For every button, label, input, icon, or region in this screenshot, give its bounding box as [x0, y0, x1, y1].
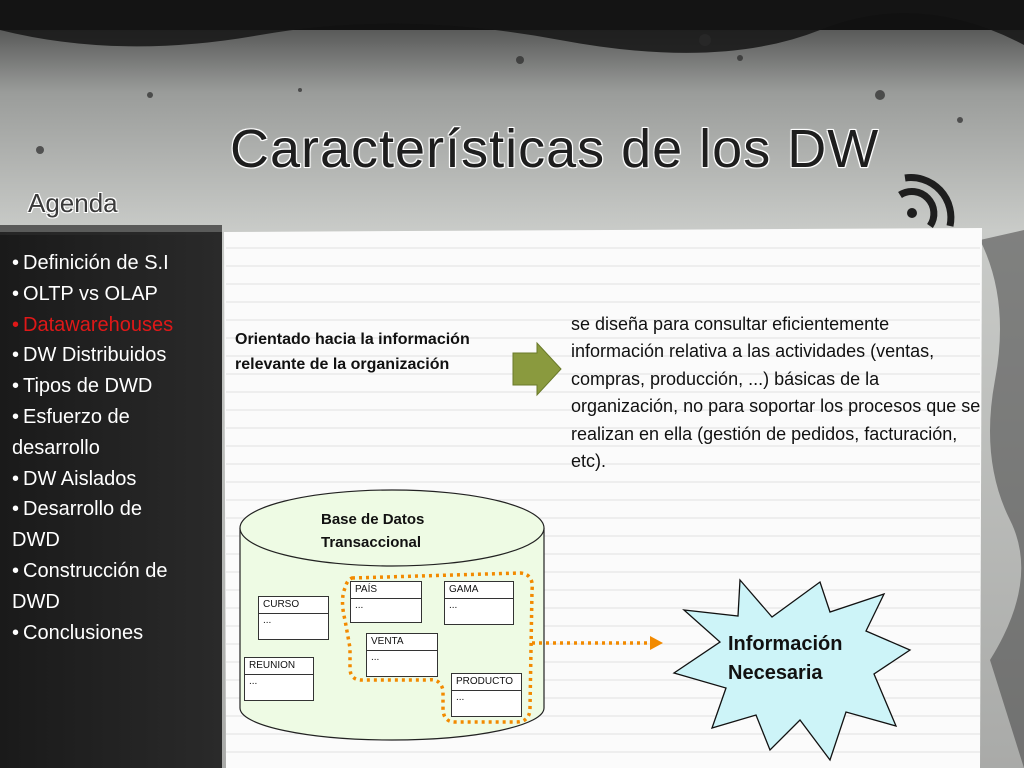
connector-arrowhead-icon	[650, 636, 663, 650]
agenda-item[interactable]: • DW Aislados	[12, 467, 137, 490]
agenda-item[interactable]: • Definición de S.I	[12, 252, 169, 274]
result-label: Información Necesaria	[728, 633, 843, 684]
table-box-producto	[451, 673, 522, 717]
agenda-item[interactable]: • Esfuerzo de desarrollo	[12, 405, 130, 459]
orientation-text: Orientado hacia la información relevante de la organización	[235, 331, 470, 373]
table-body: ...	[456, 692, 465, 703]
table-header: GAMA	[445, 582, 513, 599]
agenda-item-label: Definición de S.I	[23, 252, 169, 274]
agenda-item[interactable]: • Conclusiones	[12, 621, 144, 644]
table-header: PAÍS	[351, 582, 421, 599]
agenda-item[interactable]: • OLTP vs OLAP	[12, 282, 158, 305]
table-body: ...	[249, 676, 258, 687]
agenda-item[interactable]: • Desarrollo de DWD	[12, 498, 142, 552]
agenda-item[interactable]: • Construcción de DWD	[12, 559, 168, 613]
slide-title: Características de los DW	[230, 119, 880, 179]
agenda-item-label: Datawarehouses	[23, 313, 174, 336]
database-title: Base de Datos Transaccional	[321, 511, 425, 551]
table-box-venta	[366, 633, 438, 677]
table-box-pais	[350, 581, 422, 623]
agenda-item-label: Desarrollo de DWD	[12, 498, 142, 552]
agenda-item[interactable]: • Tipos de DWD	[12, 375, 153, 398]
table-body: ...	[263, 615, 272, 626]
agenda-item-label: Tipos de DWD	[23, 375, 153, 398]
agenda-item-label: Esfuerzo de desarrollo	[12, 405, 130, 459]
table-body: ...	[449, 600, 458, 611]
table-box-reunion	[244, 657, 314, 701]
agenda-item-label: Construcción de DWD	[12, 559, 168, 613]
agenda-item-label: OLTP vs OLAP	[23, 282, 158, 305]
agenda-item-active[interactable]: • Datawarehouses	[12, 313, 174, 336]
description-text: se diseña para consultar eficientemente información relativa a las actividades (ventas, compras, producción, ...) básicas de la organización, no para soportar los procesos que se realizan en ella (gestión de pedidos, facturación, etc).	[571, 314, 981, 472]
table-header: CURSO	[259, 597, 328, 614]
table-header: PRODUCTO	[452, 674, 521, 691]
agenda-item-label: DW Aislados	[23, 467, 137, 490]
table-header: REUNION	[245, 658, 313, 675]
table-header: VENTA	[367, 634, 437, 651]
table-body: ...	[355, 600, 364, 611]
agenda-item[interactable]: • DW Distribuidos	[12, 344, 167, 367]
table-box-curso	[258, 596, 329, 640]
table-box-gama	[444, 581, 514, 625]
agenda-item-label: DW Distribuidos	[23, 344, 167, 367]
table-body: ...	[371, 652, 380, 663]
agenda-heading: Agenda	[28, 188, 118, 218]
agenda-item-label: Conclusiones	[23, 621, 144, 644]
